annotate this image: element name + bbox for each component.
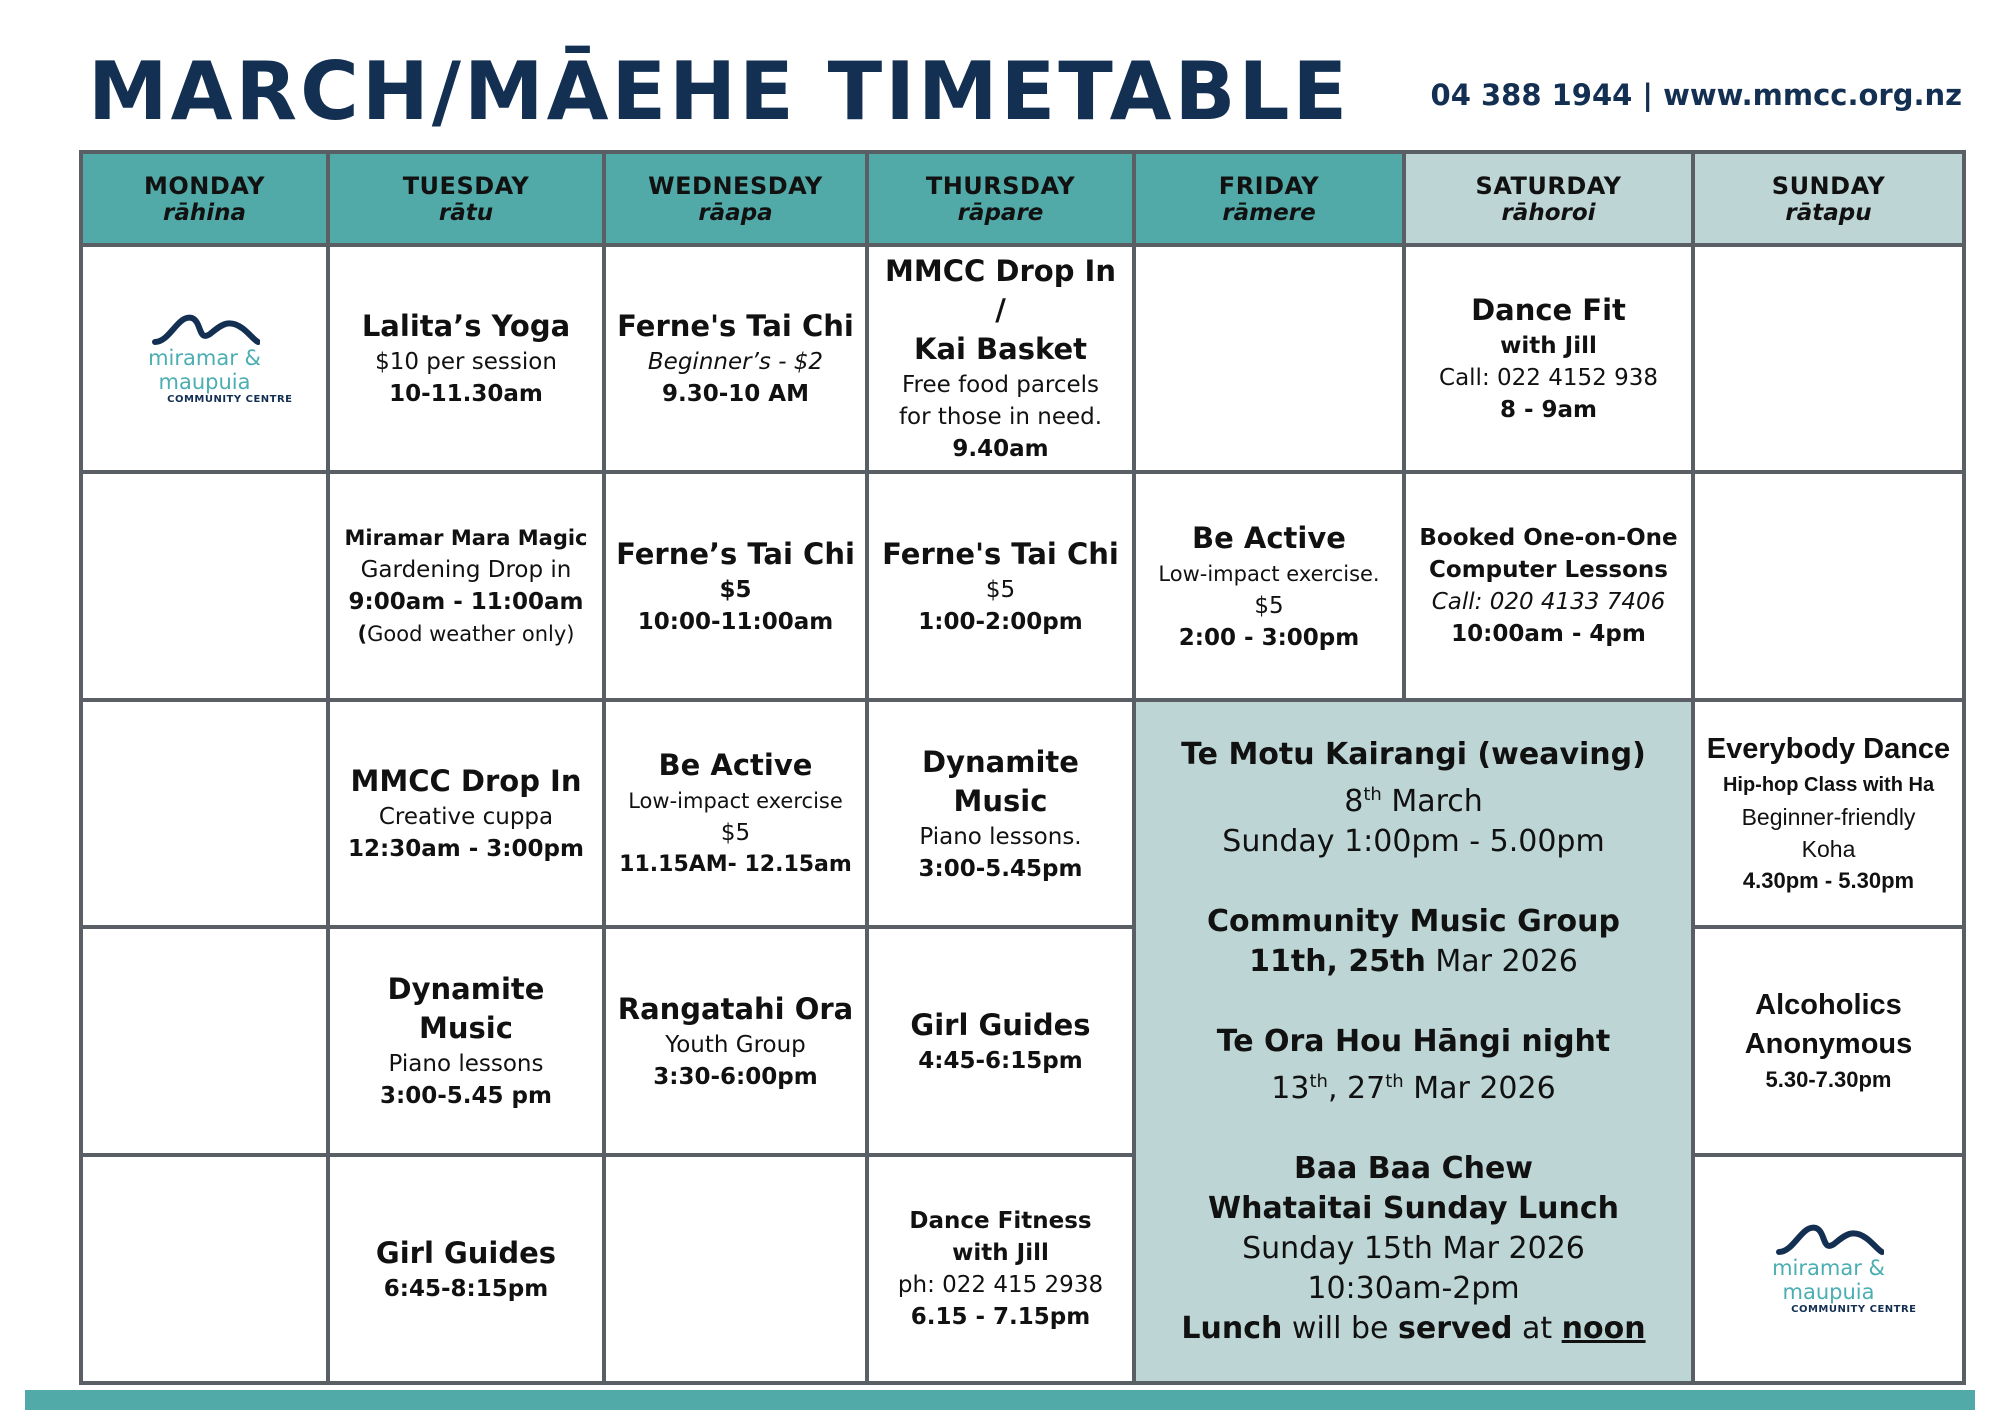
event-cell: Alcoholics Anonymous 5.30-7.30pm bbox=[1693, 927, 1964, 1155]
event-cell: Ferne’s Tai Chi $5 10:00-11:00am bbox=[604, 472, 867, 700]
event-cell: Miramar Mara Magic Gardening Drop in 9:00am - 11:00am (Good weather only) bbox=[328, 472, 604, 700]
empty-cell bbox=[1134, 245, 1404, 472]
special-events-cell: Te Motu Kairangi (weaving) 8th March Sunday 1:00pm - 5.00pm Community Music Group 11th, 25th Mar 2026 Te Ora Hou Hāngi night 13th, 27th Mar 2026 Baa Baa Chew Whataitai Sunday Lunch Sunday 15th Mar 2026 10:30am-2pm Lunch will be served at noon bbox=[1134, 700, 1693, 1383]
header-friday: FRIDAY rāmere bbox=[1134, 152, 1404, 245]
empty-cell bbox=[81, 1155, 328, 1383]
event-cell: Dance Fitness with Jill ph: 022 415 2938 6.15 - 7.15pm bbox=[867, 1155, 1134, 1383]
header-thursday: THURSDAY rāpare bbox=[867, 152, 1134, 245]
event-cell: Ferne's Tai Chi Beginner’s - $2 9.30-10 AM bbox=[604, 245, 867, 472]
header-tuesday: TUESDAY rātu bbox=[328, 152, 604, 245]
timetable bbox=[79, 150, 1966, 1385]
wave-icon bbox=[150, 312, 260, 346]
header-saturday: SATURDAY rāhoroi bbox=[1404, 152, 1693, 245]
header-monday: MONDAY rāhina bbox=[81, 152, 328, 245]
logo-subtext: COMMUNITY CENTRE bbox=[167, 393, 293, 405]
logo bbox=[105, 312, 305, 405]
logo-text: miramar & maupuia bbox=[1772, 1256, 1885, 1304]
empty-cell bbox=[81, 472, 328, 700]
header-wednesday: WEDNESDAY rāapa bbox=[604, 152, 867, 245]
event-cell: Booked One-on-One Computer Lessons Call: 020 4133 7406 10:00am - 4pm bbox=[1404, 472, 1693, 700]
empty-cell bbox=[604, 1155, 867, 1383]
logo bbox=[1729, 1222, 1929, 1315]
empty-cell bbox=[81, 700, 328, 927]
event-cell: Ferne's Tai Chi $5 1:00-2:00pm bbox=[867, 472, 1134, 700]
empty-cell bbox=[81, 927, 328, 1155]
event-cell: Girl Guides 4:45-6:15pm bbox=[867, 927, 1134, 1155]
logo-text: miramar & maupuia bbox=[148, 345, 261, 394]
event-cell: Everybody Dance Hip-hop Class with Ha Beginner-friendly Koha 4.30pm - 5.30pm bbox=[1693, 700, 1964, 927]
event-cell: Dance Fit with Jill Call: 022 4152 938 8 - 9am bbox=[1404, 245, 1693, 472]
contact-info: 04 388 1944 | www.mmcc.org.nz bbox=[1430, 78, 1962, 112]
event-cell: MMCC Drop In / Kai Basket Free food parcels for those in need. 9.40am bbox=[867, 245, 1134, 472]
monday-logo-cell bbox=[81, 245, 328, 472]
empty-cell bbox=[1693, 245, 1964, 472]
event-cell: Dynamite Music Piano lessons. 3:00-5.45pm bbox=[867, 700, 1134, 927]
event-cell: Rangatahi Ora Youth Group 3:30-6:00pm bbox=[604, 927, 867, 1155]
event-cell: Be Active Low-impact exercise $5 11.15AM- 12.15am bbox=[604, 700, 867, 927]
event-cell: Girl Guides 6:45-8:15pm bbox=[328, 1155, 604, 1383]
page-title: MARCH/MĀEHE TIMETABLE bbox=[88, 45, 1351, 138]
event-cell: Lalita’s Yoga $10 per session 10-11.30am bbox=[328, 245, 604, 472]
header-sunday: SUNDAY rātapu bbox=[1693, 152, 1964, 245]
event-cell: Dynamite Music Piano lessons 3:00-5.45 pm bbox=[328, 927, 604, 1155]
sunday-logo-cell bbox=[1693, 1155, 1964, 1383]
event-cell: MMCC Drop In Creative cuppa 12:30am - 3:00pm bbox=[328, 700, 604, 927]
wave-icon bbox=[1774, 1222, 1884, 1256]
logo-subtext: COMMUNITY CENTRE bbox=[1791, 1304, 1917, 1315]
empty-cell bbox=[1693, 472, 1964, 700]
footer-bar bbox=[25, 1390, 1975, 1410]
event-cell: Be Active Low-impact exercise. $5 2:00 - 3:00pm bbox=[1134, 472, 1404, 700]
